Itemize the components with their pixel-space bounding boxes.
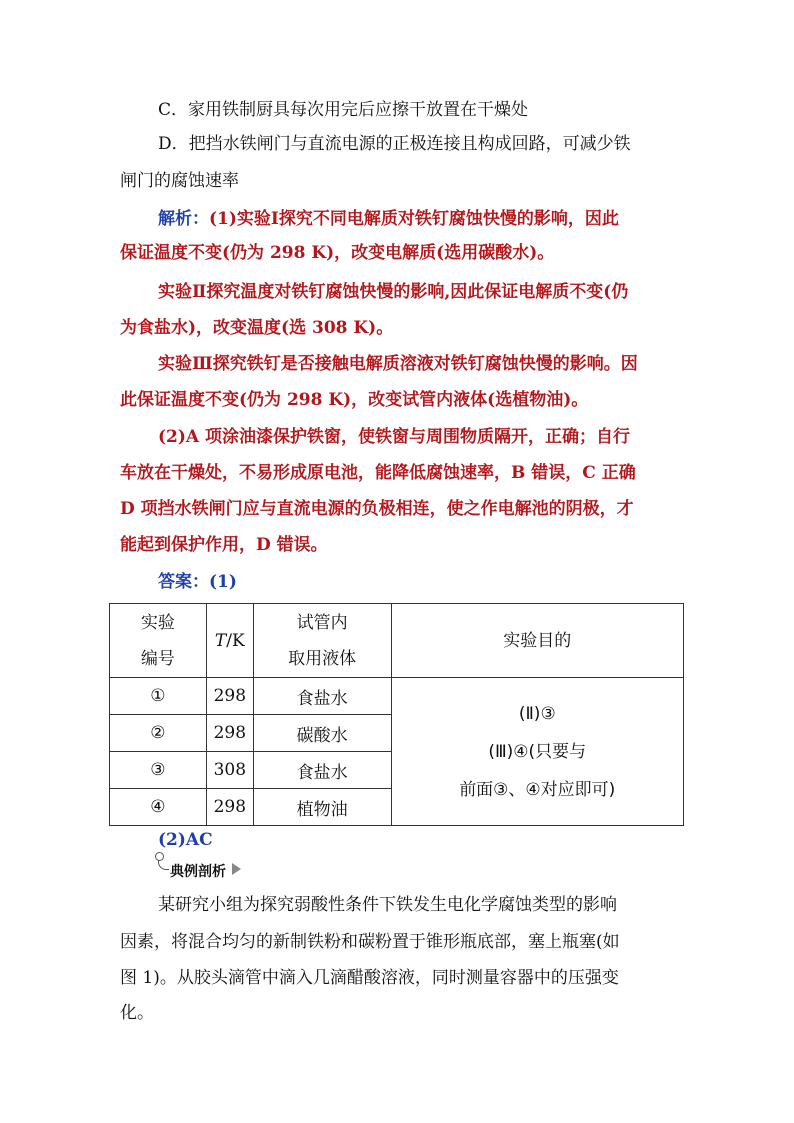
cell-temp: 298: [206, 789, 253, 826]
answer-colon: ：: [192, 572, 209, 592]
analysis-colon: ：: [192, 209, 209, 229]
table-row: [110, 678, 684, 715]
example-p1c: 图 1)。从胶头滴管中滴入几滴醋酸溶液，同时测量容器中的压强变: [120, 968, 619, 988]
analysis-p1b: 保证温度不变(仍为 298 K)，改变电解质(选用碳酸水)。: [120, 243, 555, 263]
analysis-p2b: 为食盐水)，改变温度(选 308 K)。: [120, 318, 394, 338]
answer-line1: [158, 571, 237, 593]
cell-liquid: 植物油: [253, 789, 391, 826]
cell-no: ③: [110, 752, 207, 789]
analysis-p3a: 实验Ⅲ探究铁钉是否接触电解质溶液对铁钉腐蚀快慢的影响。因: [158, 354, 638, 374]
option-c: C．家用铁制厨具每次用完后应擦干放置在干燥处: [158, 100, 529, 120]
analysis-p4b: 车放在干燥处，不易形成原电池，能降低腐蚀速率，B 错误，C 正确: [120, 463, 636, 483]
dot-icon: [155, 852, 164, 861]
analysis-line1: [158, 208, 619, 230]
analysis-label: 解析: [158, 209, 192, 229]
cell-liquid: 碳酸水: [253, 715, 391, 752]
analysis-p4c: D 项挡水铁闸门应与直流电源的负极相连，使之作电解池的阴极，才: [120, 499, 634, 519]
cell-temp: 308: [206, 752, 253, 789]
header-liquid: 试管内 取用液体: [253, 604, 391, 678]
analysis-p1a: (1)实验Ⅰ探究不同电解质对铁钉腐蚀快慢的影响，因此: [209, 209, 619, 229]
answer-label: 答案: [158, 572, 192, 592]
cell-no: ①: [110, 678, 207, 715]
example-p1d: 化。: [120, 1003, 154, 1023]
example-tag: [158, 855, 268, 881]
example-tag-label: 典例剖析: [170, 864, 226, 880]
table-header-row: [110, 604, 684, 678]
analysis-p4a: (2)A 项涂油漆保护铁窗，使铁窗与周围物质隔开，正确；自行: [158, 427, 631, 447]
option-d-line2: 闸门的腐蚀速率: [120, 171, 239, 191]
cell-temp: 298: [206, 715, 253, 752]
header-exp-no: 实验 编号: [110, 604, 207, 678]
header-temp: T/K: [206, 604, 253, 678]
header-purpose: 实验目的: [391, 604, 684, 678]
answer-part2: (2)AC: [158, 830, 213, 850]
cell-temp: 298: [206, 678, 253, 715]
option-d-line1: D．把挡水铁闸门与直流电源的正极连接且构成回路，可减少铁: [158, 134, 631, 154]
example-p1a: 某研究小组为探究弱酸性条件下铁发生电化学腐蚀类型的影响: [158, 895, 617, 915]
cell-liquid: 食盐水: [253, 678, 391, 715]
experiment-table: [109, 603, 684, 826]
analysis-p4d: 能起到保护作用，D 错误。: [120, 535, 328, 555]
analysis-p3b: 此保证温度不变(仍为 298 K)，改变试管内液体(选植物油)。: [120, 390, 589, 410]
answer-part1: (1): [209, 572, 237, 592]
cell-purpose: (Ⅱ)③ (Ⅲ)④(只要与 前面③、④对应即可): [391, 678, 684, 826]
cell-no: ②: [110, 715, 207, 752]
example-p1b: 因素，将混合均匀的新制铁粉和碳粉置于锥形瓶底部，塞上瓶塞(如: [120, 932, 620, 952]
cell-liquid: 食盐水: [253, 752, 391, 789]
analysis-p2a: 实验Ⅱ探究温度对铁钉腐蚀快慢的影响,因此保证电解质不变(仍: [158, 282, 629, 302]
triangle-arrow-icon: [232, 863, 241, 875]
cell-no: ④: [110, 789, 207, 826]
